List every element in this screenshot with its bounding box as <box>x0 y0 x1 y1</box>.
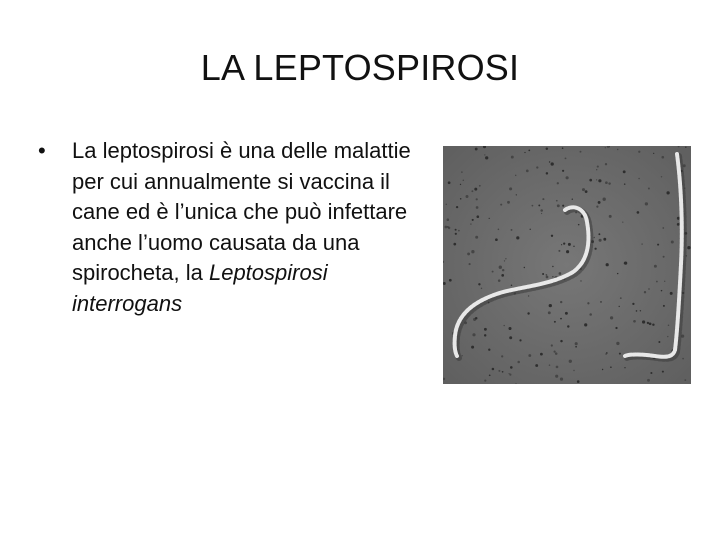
micrograph-particle <box>554 351 556 353</box>
micrograph-particle <box>598 233 600 235</box>
micrograph-particle <box>562 170 564 172</box>
micrograph-particle <box>600 301 602 303</box>
micrograph-particle <box>566 250 569 253</box>
micrograph-particle <box>650 372 652 374</box>
micrograph-particle <box>551 162 554 165</box>
micrograph-particle <box>558 250 560 252</box>
bullet-list <box>38 136 418 319</box>
micrograph-particle <box>471 346 474 349</box>
micrograph-particle <box>663 305 665 307</box>
micrograph-particle <box>610 366 612 368</box>
micrograph-particle <box>649 322 652 325</box>
micrograph-particle <box>584 323 587 326</box>
micrograph-particle <box>501 355 503 357</box>
micrograph-particle <box>647 379 650 382</box>
micrograph-particle <box>503 325 504 326</box>
micrograph-particle <box>677 223 680 226</box>
micrograph-particle <box>589 313 592 316</box>
micrograph-particle <box>662 371 664 373</box>
micrograph-particle <box>633 320 636 323</box>
micrograph-particle <box>599 239 602 242</box>
micrograph-particle <box>648 188 650 190</box>
micrograph-particle <box>489 374 491 376</box>
micrograph-particle <box>542 198 544 200</box>
micrograph-particle <box>620 297 622 299</box>
micrograph-particle <box>502 371 504 373</box>
micrograph-particle <box>560 301 562 303</box>
micrograph-particle <box>500 204 502 206</box>
micrograph-particle <box>546 147 548 149</box>
micrograph-particle <box>524 267 525 268</box>
micrograph-particle <box>663 256 665 258</box>
micrograph-particle <box>656 281 658 283</box>
micrograph-particle <box>449 279 452 282</box>
micrograph-particle <box>580 151 582 153</box>
micrograph-particle <box>596 179 597 180</box>
micrograph-particle <box>557 182 559 184</box>
micrograph-particle <box>608 182 610 184</box>
micrograph-particle <box>603 198 606 201</box>
micrograph-particle <box>636 310 638 312</box>
micrograph-particle <box>616 342 619 345</box>
micrograph-particle <box>666 191 669 194</box>
micrograph-particle <box>549 161 550 162</box>
micrograph-particle <box>567 325 569 327</box>
micrograph-particle <box>481 288 482 289</box>
micrograph-particle <box>476 198 478 200</box>
micrograph-particle <box>615 327 617 329</box>
micrograph-particle <box>566 176 569 179</box>
micrograph-particle <box>511 285 513 287</box>
micrograph-particle <box>556 200 558 202</box>
micrograph-particle <box>528 150 530 152</box>
micrograph-particle <box>536 166 538 168</box>
micrograph-particle <box>648 288 649 289</box>
bullet-item <box>72 136 422 319</box>
micrograph-particle <box>642 320 645 323</box>
micrograph-particle <box>560 318 562 320</box>
micrograph-particle <box>538 204 540 206</box>
micrograph-particle <box>498 279 501 282</box>
micrograph-particle <box>637 211 640 214</box>
micrograph-particle <box>474 188 477 191</box>
micrograph-particle <box>509 187 512 190</box>
micrograph-particle <box>624 183 626 185</box>
micrograph-particle <box>658 341 660 343</box>
micrograph-particle <box>573 370 574 371</box>
micrograph-particle <box>645 202 648 205</box>
micrograph-particle <box>540 353 543 356</box>
micrograph-particle <box>509 336 512 339</box>
micrograph-particle <box>644 291 646 293</box>
micrograph-particle <box>475 236 478 239</box>
micrograph-particle <box>498 370 500 372</box>
micrograph-particle <box>684 379 686 381</box>
micrograph-particle <box>619 306 620 307</box>
micrograph-particle <box>472 219 474 221</box>
micrograph-particle <box>677 217 680 220</box>
micrograph-particle <box>461 171 463 173</box>
micrograph-particle <box>463 179 465 181</box>
micrograph-particle <box>475 317 478 320</box>
micrograph-particle <box>610 316 613 319</box>
micrograph-particle <box>508 327 511 330</box>
micrograph-particle <box>661 176 662 177</box>
micrograph-particle <box>460 184 461 185</box>
micrograph-particle <box>532 205 534 207</box>
micrograph-particle <box>578 224 580 226</box>
micrograph-particle <box>546 274 548 276</box>
micrograph-particle <box>562 147 564 149</box>
micrograph-particle <box>609 215 612 218</box>
micrograph-particle <box>632 303 634 305</box>
micrograph-particle <box>472 333 475 336</box>
micrograph-particle <box>557 204 560 207</box>
micrograph-particle <box>504 260 505 261</box>
micrograph-particle <box>617 273 618 274</box>
micrograph-particle <box>499 266 502 269</box>
micrograph-particle <box>596 169 597 170</box>
micrograph-particle <box>484 154 485 155</box>
micrograph-particle <box>549 304 552 307</box>
micrograph-particle <box>638 151 640 153</box>
micrograph-particle <box>475 148 478 151</box>
micrograph-particle <box>582 188 585 191</box>
micrograph-particle <box>528 354 531 357</box>
micrograph-particle <box>585 190 588 193</box>
micrograph-particle <box>446 204 447 205</box>
micrograph-particle <box>517 361 520 364</box>
micrograph-particle <box>551 344 553 346</box>
micrograph-particle <box>501 274 504 277</box>
micrograph-particle <box>568 243 571 246</box>
spirochete-micrograph <box>443 146 691 384</box>
micrograph-particle <box>476 215 479 218</box>
micrograph-particle <box>685 146 686 147</box>
micrograph-particle <box>670 292 673 295</box>
micrograph-particle <box>605 147 606 148</box>
micrograph-particle <box>510 366 513 369</box>
micrograph-particle <box>448 181 451 184</box>
micrograph-particle <box>495 238 498 241</box>
micrograph-particle <box>527 312 529 314</box>
micrograph-particle <box>565 312 568 315</box>
micrograph-particle <box>489 218 490 219</box>
micrograph-particle <box>552 276 553 277</box>
micrograph-particle <box>662 227 664 229</box>
micrograph-particle <box>638 178 640 180</box>
bullet-marker: • <box>38 138 46 163</box>
micrograph-particle <box>617 149 618 150</box>
micrograph-particle <box>603 238 606 241</box>
micrograph-particle <box>641 243 642 244</box>
micrograph-particle <box>606 263 609 266</box>
micrograph-particle <box>605 181 608 184</box>
micrograph-particle <box>647 322 649 324</box>
micrograph-particle <box>552 266 553 267</box>
micrograph-particle <box>471 190 473 192</box>
micrograph-particle <box>671 240 674 243</box>
micrograph-particle <box>668 325 670 327</box>
micrograph-particle <box>502 269 504 271</box>
micrograph-particle <box>535 364 538 367</box>
micrograph-particle <box>511 156 514 159</box>
micrograph-particle <box>661 290 663 292</box>
micrograph-particle <box>509 374 511 376</box>
micrograph-particle <box>569 360 572 363</box>
micrograph-particle <box>554 321 556 323</box>
micrograph-particle <box>575 346 577 348</box>
micrograph-particle <box>657 244 659 246</box>
micrograph-svg <box>443 146 691 384</box>
micrograph-particle <box>562 205 564 207</box>
micrograph-particle <box>561 244 562 245</box>
micrograph-particle <box>548 311 551 314</box>
micrograph-particle <box>598 179 601 182</box>
micrograph-particle <box>467 252 470 255</box>
micrograph-particle <box>565 157 567 159</box>
bullet-text-main: La leptospirosi è una delle malattie per cui annualmente si vaccina il cane ed è l’unica che può infettare anche l’uomo causata da una spirocheta, la <box>72 138 411 285</box>
micrograph-particle <box>469 263 471 265</box>
micrograph-particle <box>653 153 654 154</box>
micrograph-particle <box>598 201 601 204</box>
micrograph-particle <box>623 170 626 173</box>
micrograph-particle <box>478 283 480 285</box>
micrograph-particle <box>445 226 448 229</box>
micrograph-particle <box>507 201 510 204</box>
micrograph-particle <box>589 179 592 182</box>
bullet-text-species: Leptospirosi interrogans <box>72 260 328 316</box>
micrograph-particle <box>447 218 450 221</box>
micrograph-particle <box>596 206 598 208</box>
micrograph-particle <box>484 328 487 331</box>
micrograph-particle <box>458 230 460 232</box>
micrograph-particle <box>555 352 558 355</box>
micrograph-particle <box>556 366 559 369</box>
micrograph-particle <box>460 198 462 200</box>
micrograph-particle <box>447 226 449 228</box>
micrograph-particle <box>594 248 596 250</box>
micrograph-particle <box>455 233 457 235</box>
micrograph-particle <box>560 340 562 342</box>
micrograph-particle <box>528 295 529 296</box>
micrograph-particle <box>492 271 494 273</box>
micrograph-particle <box>511 229 513 231</box>
micrograph-particle <box>597 166 599 168</box>
micrograph-particle <box>461 355 462 356</box>
micrograph-particle <box>546 172 548 174</box>
micrograph-particle <box>580 280 581 281</box>
micrograph-particle <box>652 323 654 325</box>
micrograph-particle <box>549 364 551 366</box>
micrograph-particle <box>484 380 486 382</box>
micrograph-particle <box>479 185 481 187</box>
micrograph-particle <box>530 229 531 230</box>
micrograph-particle <box>687 246 690 249</box>
micrograph-particle <box>488 349 490 351</box>
micrograph-particle <box>492 368 495 371</box>
micrograph-particle <box>515 175 516 176</box>
micrograph-particle <box>640 310 641 311</box>
micrograph-particle <box>541 213 542 214</box>
micrograph-particle <box>546 276 549 279</box>
micrograph-particle <box>471 250 474 253</box>
micrograph-particle <box>559 272 562 275</box>
micrograph-particle <box>664 281 665 282</box>
micrograph-particle <box>560 377 563 380</box>
micrograph-background <box>443 146 691 384</box>
micrograph-particle <box>485 156 488 159</box>
micrograph-particle <box>526 170 529 173</box>
micrograph-particle <box>682 358 684 360</box>
micrograph-particle <box>624 367 625 368</box>
micrograph-particle <box>524 152 525 153</box>
micrograph-particle <box>575 342 578 345</box>
micrograph-particle <box>540 209 543 212</box>
micrograph-particle <box>605 353 607 355</box>
micrograph-particle <box>470 223 471 224</box>
micrograph-particle <box>519 339 521 341</box>
micrograph-particle <box>587 302 589 304</box>
micrograph-particle <box>667 336 668 337</box>
micrograph-particle <box>453 243 456 246</box>
slide-title: LA LEPTOSPIROSI <box>200 47 520 88</box>
micrograph-particle <box>484 334 486 336</box>
micrograph-particle <box>602 369 603 370</box>
micrograph-particle <box>619 353 621 355</box>
micrograph-particle <box>466 195 469 198</box>
micrograph-particle <box>505 258 506 259</box>
micrograph-particle <box>577 380 580 383</box>
micrograph-particle <box>516 194 517 195</box>
micrograph-particle <box>551 235 553 237</box>
micrograph-particle <box>594 237 595 238</box>
micrograph-particle <box>516 236 519 239</box>
micrograph-particle <box>661 156 664 159</box>
micrograph-particle <box>624 261 627 264</box>
micrograph-particle <box>622 221 623 222</box>
micrograph-particle <box>498 228 500 230</box>
micrograph-particle <box>476 206 479 209</box>
micrograph-particle <box>455 229 457 231</box>
micrograph-particle <box>573 246 574 247</box>
micrograph-particle <box>563 242 565 244</box>
micrograph-particle <box>605 163 607 165</box>
micrograph-particle <box>572 198 573 199</box>
micrograph-particle <box>555 375 558 378</box>
micrograph-particle <box>542 273 544 275</box>
micrograph-particle <box>654 265 657 268</box>
micrograph-particle <box>456 206 458 208</box>
